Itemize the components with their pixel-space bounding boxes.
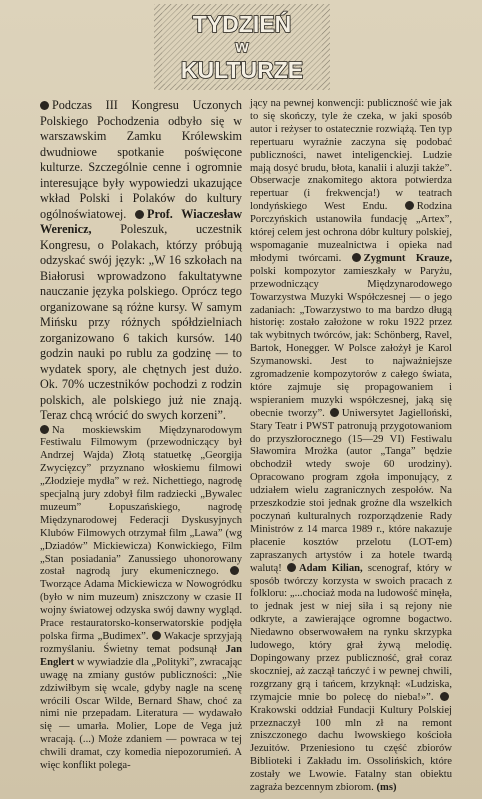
article-festival <box>40 425 242 773</box>
column-right <box>250 98 452 795</box>
masthead-banner <box>150 2 334 94</box>
person-name-englert: Jan Englert <box>40 643 242 668</box>
article-congress-text: Podczas III Kongresu Uczonych Polskiego Pochodzenia odbyło się w warszawskim Zamku Królewskim dwudniowe spotkanie poświęcone kulturze. Szczególnie cenne i ogromnie interesujące były wypowiedzi ukazujące wkład Polski i Polaków do kultury ogólnoświatowej. <box>40 98 242 221</box>
article-englert-text-a: Wakacje sprzyjają rozmyślaniu. Świetny temat podsunął <box>40 631 242 655</box>
column-left <box>40 98 242 773</box>
article-englert-text-b: w wywiadzie dla „Polityki”, zwracając uwagę na zmiany gustów publiczności: „Nie zdziwiłbym się wcale, gdyby nagle na scenę wrócili Oscar Wilde, Bernard Shaw, choć za nimi nie przepadam. Literatura — wydawało się — umarła. Molier, Lope de Vega już wracają. (...) Może zdaniem — powraca w tej chwili dramat, czy komedia niepozorumień. A więc konflikt polega- <box>40 656 242 772</box>
masthead-line3: KULTURZE <box>180 57 304 83</box>
bullet-icon <box>405 201 414 210</box>
bullet-icon <box>352 253 361 262</box>
article-mrozek-festival-text: Uniwersytet Jagielloński, Stary Teatr i PWST patronują przygotowaniom do przyszłorocznego (15—29 VI) Festiwalu Sławomira Mrożka (autor „Tanga” będzie obchodził wtedy swoje 60 urodziny). Opracowano program zgoła imponujący, z udziałem wielu zagranicznych zespołów. Na przeszkodzie stoi jednak groźne dla wszelkich poczynań kulturalnych rozporządzenie Rady Ministrów z 14 marca 1989 r., które nakazuje płacenie kosztów przelotu (LOT-em) zapraszanych artystów i za hotele twardą walutą! <box>250 407 453 574</box>
article-congress <box>40 98 242 424</box>
bullet-icon <box>330 408 339 417</box>
masthead <box>150 2 334 94</box>
article-krauze-text: polski kompozytor zamieszkały w Paryżu, przewodniczący Międzynarodowego Towarzystwa Muzyki Współczesnej — o jego zadaniach: „Towarzystwo to ma bardzo długą historię: zostało założone w roku 1922 przez tak wybitnych twórców, jak: Schönberg, Ravel, Bartok, Honegger. W Polsce założył je Karol Szymanowski. Jest to najważniejsze zgromadzenie kompozytorów z całego świata, które zajmuje się propagowaniem i wspieraniem muzyki współczesnej, jaką się obecnie tworzy”. <box>250 265 452 419</box>
author-signature: (ms) <box>376 782 397 794</box>
person-name-krauze: Zygmunt Krauze, <box>363 252 452 264</box>
masthead-line2: w <box>235 37 249 56</box>
article-lwow-text: Krakowski oddział Fundacji Kultury Polskiej przeznaczył 100 mln zł na remont zniszczonego dachu lwowskiego kościoła Jezuitów. Przeniesiono tu część zbiorów Biblioteki i Zakładu im. Ossolińskich, które zostały we Lwowie. Fatalny stan obiektu zagraża bezcennym zbiorom. <box>250 704 452 794</box>
bullet-icon <box>40 425 49 434</box>
person-name-kilian: Adam Kilian, <box>298 562 363 574</box>
bullet-icon <box>440 692 449 701</box>
bullet-icon <box>135 210 144 219</box>
masthead-line1: TYDZIEŃ <box>192 11 292 37</box>
article-artex-text: Rodzina Porczyńskich ustanowiła fundację „Artex”, której celem jest ochrona dóbr kultury polskiej, wspomaganie muzealnictwa i opieka nad młodymi twórcami. <box>250 201 452 264</box>
bullet-icon <box>230 566 239 575</box>
article-werenicz-text: Poleszuk, uczestnik Kongresu, o Polakach, którzy próbują odzyskać swój język: „W 16 szkołach na Białorusi wprowadzono fakultatywne nauczanie języka polskiego. Oprócz tego organizowane są różne kursy. W samym Mińsku przy różnych spółdzielniach zorganizowano 6 takich kursów. 140 godzin nauki po rublu za godzinę — to wydatek spory, ale chętnych jest dużo. Ok. 70% uczestników pochodzi z rodzin polskich, ale polskiego już nie znają. Teraz chcą wrócić do swych korzeni”. <box>40 222 242 422</box>
bullet-icon <box>287 563 296 572</box>
person-name-werenicz: Prof. Wiaczesław Werenicz, <box>40 206 243 236</box>
article-mickiewicz-text: Tworzące Adama Mickiewicza w Nowogródku (było w nim muzeum) zniszczony w czasie II wojny światowej odzyska swój dawny wygląd. Prace restauratorsko-konserwatorskie podjęła polska firma „Budimex”. <box>40 579 242 642</box>
article-englert-continuation: jący na pewnej konwencji: publiczność wie jak to się skończy, tyle że czeka, w jaki sposób autor i reżyser to ostatecznie rozwiążą. Ten typ repertuaru wyraźnie zaczyna się podobać publiczności, nawet inteligenckiej. Ludzie mają dosyć brudu, błota, kanalii i aluzji także”. Obserwacje znakomitego aktora potwierdza repertuar (i frekwencja!) w teatrach londyńskiego West Endu. <box>250 98 452 213</box>
bullet-icon <box>40 101 49 110</box>
article-festival-text: Na moskiewskim Międzynarodowym Festiwalu Filmowym (przewodniczący był Andrzej Wajda) Złotą statuetkę „Georgija Zwycięzcy” przyznano włoskiemu filmowi „Złodzieje mydła” w reż. Nichettiego, nagrodę specjalną jury zdobył film radziecki „Bywalec muzeum” Łopuszańskiego, nagrodę Międzynarodowej Federacji Dyskusyjnych Klubów Filmowych otrzymał film „Lawa” (wg „Dziadów” Mickiewicza) Konwickiego, Film „Stan posiadania” Zanussiego uhonorowany został nagrodą jury ekumenicznego. <box>40 424 242 578</box>
article-continuation <box>250 98 452 795</box>
bullet-icon <box>152 631 161 640</box>
article-kilian-text: scenograf, który w sposób twórczy korzysta w swoich pracach z folkloru: „...chociaż moda na ludowość minęła, to jednak jest w niej siła i są rejony nie odkryte, a zawierające ogromne bogactwo. Niedawno obserwowałem na rynku skrzypka ludowego, który grał żywą melodię. Dopingowany przez publiczność, grał coraz skoczniej, aż zaczął tańczyć i w pewnej chwili, rozgrzany grą i tańcem, krzyknął: «Ludziska, rzymajcie mnie bo polecę do nieba!»”. <box>250 562 452 703</box>
